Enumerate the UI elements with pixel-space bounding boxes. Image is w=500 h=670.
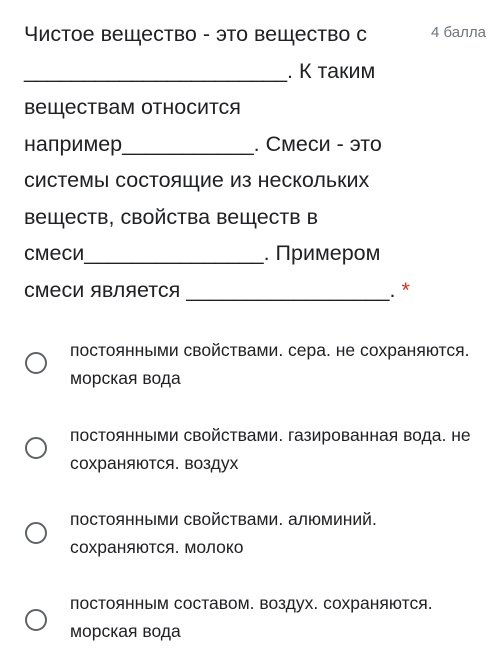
option-label: постоянными свойствами. газированная вода. не сохраняются. воздух <box>70 425 471 473</box>
required-asterisk: * <box>401 277 410 302</box>
option-4[interactable] <box>0 587 500 657</box>
option-2[interactable] <box>0 417 500 487</box>
radio-button-icon[interactable] <box>25 437 47 459</box>
option-label: постоянными свойствами. сера. не сохраняются. морская вода <box>70 340 470 388</box>
question-text: Чистое вещество - это вещество с ______________________. К таким веществам относится например___________. Смеси - это системы состоящие из нескольких веществ, свойства веществ в смеси_______________. Примером смеси является _________________. <box>24 22 396 302</box>
option-label: постоянными свойствами. алюминий. сохраняются. молоко <box>70 509 377 557</box>
option-label: постоянным составом. воздух. сохраняются. морская вода <box>70 593 433 641</box>
radio-button-icon[interactable] <box>25 609 47 631</box>
question-text-block <box>24 16 424 308</box>
option-3[interactable] <box>0 502 500 572</box>
option-1[interactable] <box>0 330 500 400</box>
points-label: 4 балла <box>431 24 486 41</box>
radio-button-icon[interactable] <box>25 522 47 544</box>
radio-button-icon[interactable] <box>25 352 47 374</box>
